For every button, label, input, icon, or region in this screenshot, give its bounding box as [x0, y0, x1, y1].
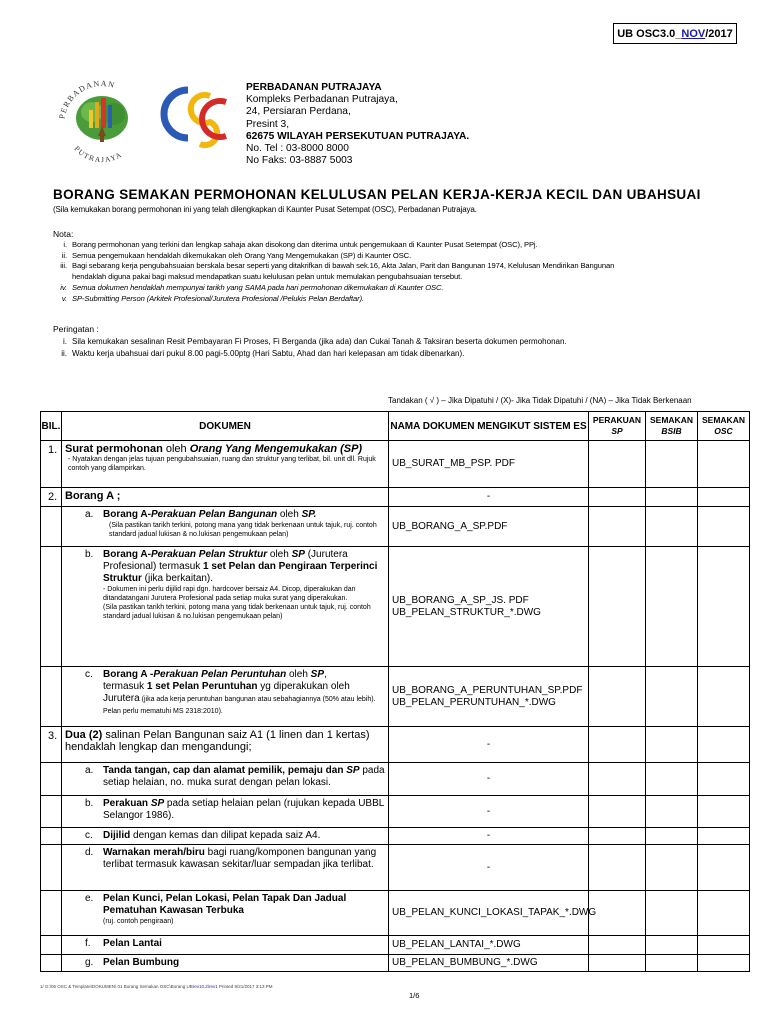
svg-text:PERBADANAN: PERBADANAN [57, 78, 117, 120]
semakan-bsib-checkbox[interactable] [646, 763, 698, 796]
semakan-bsib-checkbox[interactable] [646, 727, 698, 763]
nota-item: iv. Semua dokumen hendaklah mempunyai tarikh yang SAMA pada hari permohonan dikemukakan di Kaunter OSC. [60, 282, 444, 292]
semakan-osc-checkbox[interactable] [698, 667, 750, 727]
nota-heading: Nota: [53, 229, 74, 239]
perakuan-sp-checkbox[interactable] [589, 763, 646, 796]
col-dokumen: DOKUMEN [62, 412, 389, 441]
table-row: e. Pelan Kunci, Pelan Lokasi, Pelan Tapak Dan Jadual Pematuhan Kawasan Terbuka (ruj. contoh pengiraan) UB_PELAN_KUNCI_LOKASI_TAPAK_*.DWG [41, 891, 750, 936]
peringatan-item: ii. Waktu kerja ubahsuai dari pukul 8.00 pagi-5.00ptg (Hari Sabtu, Ahad dan hari kelepasan am tidak dibenarkan). [61, 348, 465, 358]
table-row: g. Pelan Bumbung UB_PELAN_BUMBUNG_*.DWG [41, 955, 750, 972]
document-cell: c. Borang A -Perakuan Pelan Peruntuhan oleh SP, termasuk 1 set Pelan Peruntuhan yg diperakukan oleh Jurutera (jika ada kerja peruntuhan bangunan atau sebahagiannya (50% atau lebih). Pelan perlu mematuhi MS 2318:2010). [62, 667, 389, 727]
col-perakuan-sp: PERAKUAN SP [589, 412, 646, 441]
osc-logo [160, 82, 232, 154]
nota-list [53, 240, 753, 304]
perbadanan-putrajaya-logo [54, 72, 149, 172]
semakan-osc-checkbox[interactable] [698, 796, 750, 828]
semakan-osc-checkbox[interactable] [698, 763, 750, 796]
table-row: c. Dijilid dengan kemas dan dilipat kepada saiz A4. - [41, 828, 750, 845]
perakuan-sp-checkbox[interactable] [589, 507, 646, 547]
table-header-row [41, 412, 750, 441]
table-row: a. Borang A-Perakuan Pelan Bangunan oleh SP. (Sila pastikan tarikh terkini, potong mana yang tidak berkenaan untuk tajuk, ruj. contoh standard jadual lukisan & no.lukisan pengemukaan pelan) UB_BORANG_A_SP.PDF [41, 507, 750, 547]
document-cell: Surat permohonan oleh Orang Yang Mengemukakan (SP) - Nyatakan dengan jelas tujuan pengubahsuaian, ruang dan struktur yang terlibat, bil. unit dll. Rujuk contoh yang dilampirkan. [62, 441, 389, 488]
document-cell: c. Dijilid dengan kemas dan dilipat kepada saiz A4. [62, 828, 389, 845]
semakan-osc-checkbox[interactable] [698, 488, 750, 507]
perakuan-sp-checkbox[interactable] [589, 891, 646, 936]
document-cell: d. Warnakan merah/biru bagi ruang/komponen bangunan yang terlibat termasuk kawasan sekitar/luar sempadan jika terlibat. [62, 845, 389, 891]
semakan-bsib-checkbox[interactable] [646, 667, 698, 727]
peringatan-list [53, 336, 753, 359]
document-cell: b. Borang A-Perakuan Pelan Struktur oleh SP (Jurutera Profesional) termasuk 1 set Pelan dan Pengiraan Terperinci Struktur (jika berkaitan). - Dokumen ini perlu dijilid rapi dgn. hardcover bersaiz A4. Dicop, diperakukan dan ditandatangani Jurutera Profesional pada setiap muka surat yang diperakukan. (Sila pastikan tarikh terkini, potong mana yang tidak berkenaan untuk tajuk, ruj. contoh standard jadual lukisan & no.lukisan pengemukaan pelan) [62, 547, 389, 667]
col-semakan-osc: SEMAKAN OSC [698, 412, 750, 441]
perakuan-sp-checkbox[interactable] [589, 441, 646, 488]
table-row: a. Tanda tangan, cap dan alamat pemilik, pemaju dan SP pada setiap helaian, no. muka surat dengan pelan lokasi. - [41, 763, 750, 796]
col-semakan-bsib: SEMAKAN BSIB [646, 412, 698, 441]
nota-item: hendaklah diguna pakai bagi maksud mendapatkan suatu kelulusan pelan untuk memulakan pengubahsuaian tersebut. [72, 272, 463, 282]
document-cell: a. Borang A-Perakuan Pelan Bangunan oleh SP. (Sila pastikan tarikh terkini, potong mana yang tidak berkenaan untuk tajuk, ruj. contoh standard jadual lukisan & no.lukisan pengemukaan pelan) [62, 507, 389, 547]
org-address-line2: 24, Persiaran Perdana, [246, 106, 351, 118]
document-cell: f. Pelan Lantai [62, 936, 389, 955]
perakuan-sp-checkbox[interactable] [589, 547, 646, 667]
org-tel: No. Tel : 03-8000 8000 [246, 143, 349, 155]
document-cell: g. Pelan Bumbung [62, 955, 389, 972]
semakan-osc-checkbox[interactable] [698, 936, 750, 955]
perakuan-sp-checkbox[interactable] [589, 727, 646, 763]
org-address-line4: 62675 WILAYAH PERSEKUTUAN PUTRAJAYA. [246, 130, 470, 142]
semakan-bsib-checkbox[interactable] [646, 796, 698, 828]
table-row: f. Pelan Lantai UB_PELAN_LANTAI_*.DWG [41, 936, 750, 955]
semakan-bsib-checkbox[interactable] [646, 488, 698, 507]
nota-item: ii. Semua pengemukaan hendaklah dikemukakan oleh Orang Yang Mengemukakan (SP) di Kaunter OSC. [61, 250, 412, 260]
svg-text:PUTRAJAYA: PUTRAJAYA [72, 144, 124, 165]
peringatan-item: i. Sila kemukakan sesalinan Resit Pembayaran Fi Proses, Fi Berganda (jika ada) dan Cukai Tanah & Taksiran beserta dokumen permohonan. [63, 337, 567, 346]
col-bil: BIL. [41, 412, 62, 441]
semakan-osc-checkbox[interactable] [698, 547, 750, 667]
semakan-bsib-checkbox[interactable] [646, 441, 698, 488]
semakan-osc-checkbox[interactable] [698, 955, 750, 972]
marking-legend: Tandakan ( √ ) – Jika Dipatuhi / (X)- Jika Tidak Dipatuhi / (NA) – Jika Tidak Berkenaan [388, 396, 692, 405]
col-nama-dokumen: NAMA DOKUMEN MENGIKUT SISTEM ES [389, 412, 589, 441]
semakan-bsib-checkbox[interactable] [646, 891, 698, 936]
perakuan-sp-checkbox[interactable] [589, 828, 646, 845]
org-address-line3: Presint 3, [246, 118, 290, 130]
semakan-bsib-checkbox[interactable] [646, 955, 698, 972]
peringatan-heading: Peringatan : [53, 324, 99, 334]
semakan-bsib-checkbox[interactable] [646, 828, 698, 845]
organization-address [246, 82, 469, 167]
form-subtitle: (Sila kemukakan borang permohonan ini yang telah dilengkapkan di Kaunter Pusat Setempat (OSC), Perbadanan Putrajaya. [53, 205, 477, 214]
semakan-osc-checkbox[interactable] [698, 828, 750, 845]
nota-item: v. SP-Submitting Person (Arkitek Profesional/Jurutera Profesional /Pelukis Pelan Berdaftar). [61, 293, 365, 303]
semakan-bsib-checkbox[interactable] [646, 936, 698, 955]
semakan-bsib-checkbox[interactable] [646, 507, 698, 547]
table-row: d. Warnakan merah/biru bagi ruang/komponen bangunan yang terlibat termasuk kawasan sekitar/luar sempadan jika terlibat. - [41, 845, 750, 891]
table-row: 1. Surat permohonan oleh Orang Yang Mengemukakan (SP) - Nyatakan dengan jelas tujuan pengubahsuaian, ruang dan struktur yang terlibat, bil. unit dll. Rujuk contoh yang dilampirkan. UB_SURAT_MB_PSP. PDF [41, 441, 750, 488]
document-cell: a. Tanda tangan, cap dan alamat pemilik, pemaju dan SP pada setiap helaian, no. muka surat dengan pelan lokasi. [62, 763, 389, 796]
footer-path: 1/ G:\06 OSC & Template\DOKUMEN\ 01 Borang Semakan OSC\Borang UBrev10.2\rev1 Printed 9/21/2017 3:13 PM [40, 984, 273, 989]
org-name: PERBADANAN PUTRAJAYA [246, 82, 382, 93]
form-title: BORANG SEMAKAN PERMOHONAN KELULUSAN PELAN KERJA-KERJA KECIL DAN UBAHSUAI [53, 187, 701, 202]
semakan-osc-checkbox[interactable] [698, 441, 750, 488]
document-cell: e. Pelan Kunci, Pelan Lokasi, Pelan Tapak Dan Jadual Pematuhan Kawasan Terbuka (ruj. contoh pengiraan) [62, 891, 389, 936]
perakuan-sp-checkbox[interactable] [589, 955, 646, 972]
table-row: b. Borang A-Perakuan Pelan Struktur oleh SP (Jurutera Profesional) termasuk 1 set Pelan dan Pengiraan Terperinci Struktur (jika berkaitan). - Dokumen ini perlu dijilid rapi dgn. hardcover bersaiz A4. Dicop, diperakukan dan ditandatangani Jurutera Profesional pada setiap muka surat yang diperakukan. (Sila pastikan tarikh terkini, potong mana yang tidak berkenaan untuk tajuk, ruj. contoh standard jadual lukisan & no.lukisan pengemukaan pelan) UB_BORANG_A_SP_JS. PDF UB_PELAN_STRUKTUR_*.DWG [41, 547, 750, 667]
table-row: 3. Dua (2) salinan Pelan Bangunan saiz A1 (1 linen dan 1 kertas) hendaklah lengkap dan mengandungi; - [41, 727, 750, 763]
document-cell: Dua (2) salinan Pelan Bangunan saiz A1 (1 linen dan 1 kertas) hendaklah lengkap dan mengandungi; [62, 727, 389, 763]
semakan-bsib-checkbox[interactable] [646, 845, 698, 891]
perakuan-sp-checkbox[interactable] [589, 936, 646, 955]
document-code: UB OSC3.0_ NOV /2017 [613, 23, 737, 44]
nota-item: iii. Bagi sebarang kerja pengubahsuaian berskala besar seperti yang ditakrifkan di bawah sek.16, Akta Jalan, Parit dan Bangunan 1974, Kelulusan Mendirikan Bangunan [60, 261, 615, 271]
perakuan-sp-checkbox[interactable] [589, 845, 646, 891]
semakan-osc-checkbox[interactable] [698, 727, 750, 763]
org-fax: No Faks: 03-8887 5003 [246, 155, 353, 167]
table-row: b. Perakuan SP pada setiap helaian pelan (rujukan kepada UBBL Selangor 1986). - [41, 796, 750, 828]
table-row: c. Borang A -Perakuan Pelan Peruntuhan oleh SP, termasuk 1 set Pelan Peruntuhan yg diperakukan oleh Jurutera (jika ada kerja peruntuhan bangunan atau sebahagiannya (50% atau lebih). Pelan perlu mematuhi MS 2318:2010). UB_BORANG_A_PERUNTUHAN_SP.PDF UB_PELAN_PERUNTUHAN_*.DWG [41, 667, 750, 727]
semakan-osc-checkbox[interactable] [698, 845, 750, 891]
perakuan-sp-checkbox[interactable] [589, 667, 646, 727]
page-number: 1/6 [409, 991, 420, 1000]
table-row: 2. Borang A ; - [41, 488, 750, 507]
filename-cell: UB_SURAT_MB_PSP. PDF [389, 441, 589, 488]
perakuan-sp-checkbox[interactable] [589, 488, 646, 507]
semakan-bsib-checkbox[interactable] [646, 547, 698, 667]
org-address-line1: Kompleks Perbadanan Putrajaya, [246, 94, 398, 106]
document-cell: b. Perakuan SP pada setiap helaian pelan (rujukan kepada UBBL Selangor 1986). [62, 796, 389, 828]
perakuan-sp-checkbox[interactable] [589, 796, 646, 828]
semakan-osc-checkbox[interactable] [698, 507, 750, 547]
checklist-table [40, 411, 750, 972]
semakan-osc-checkbox[interactable] [698, 891, 750, 936]
nota-item: i. Borang permohonan yang terkini dan lengkap sahaja akan disokong dan diterima untuk pengemukaan di Kaunter Pusat Setempat (OSC), PPj. [63, 240, 538, 249]
